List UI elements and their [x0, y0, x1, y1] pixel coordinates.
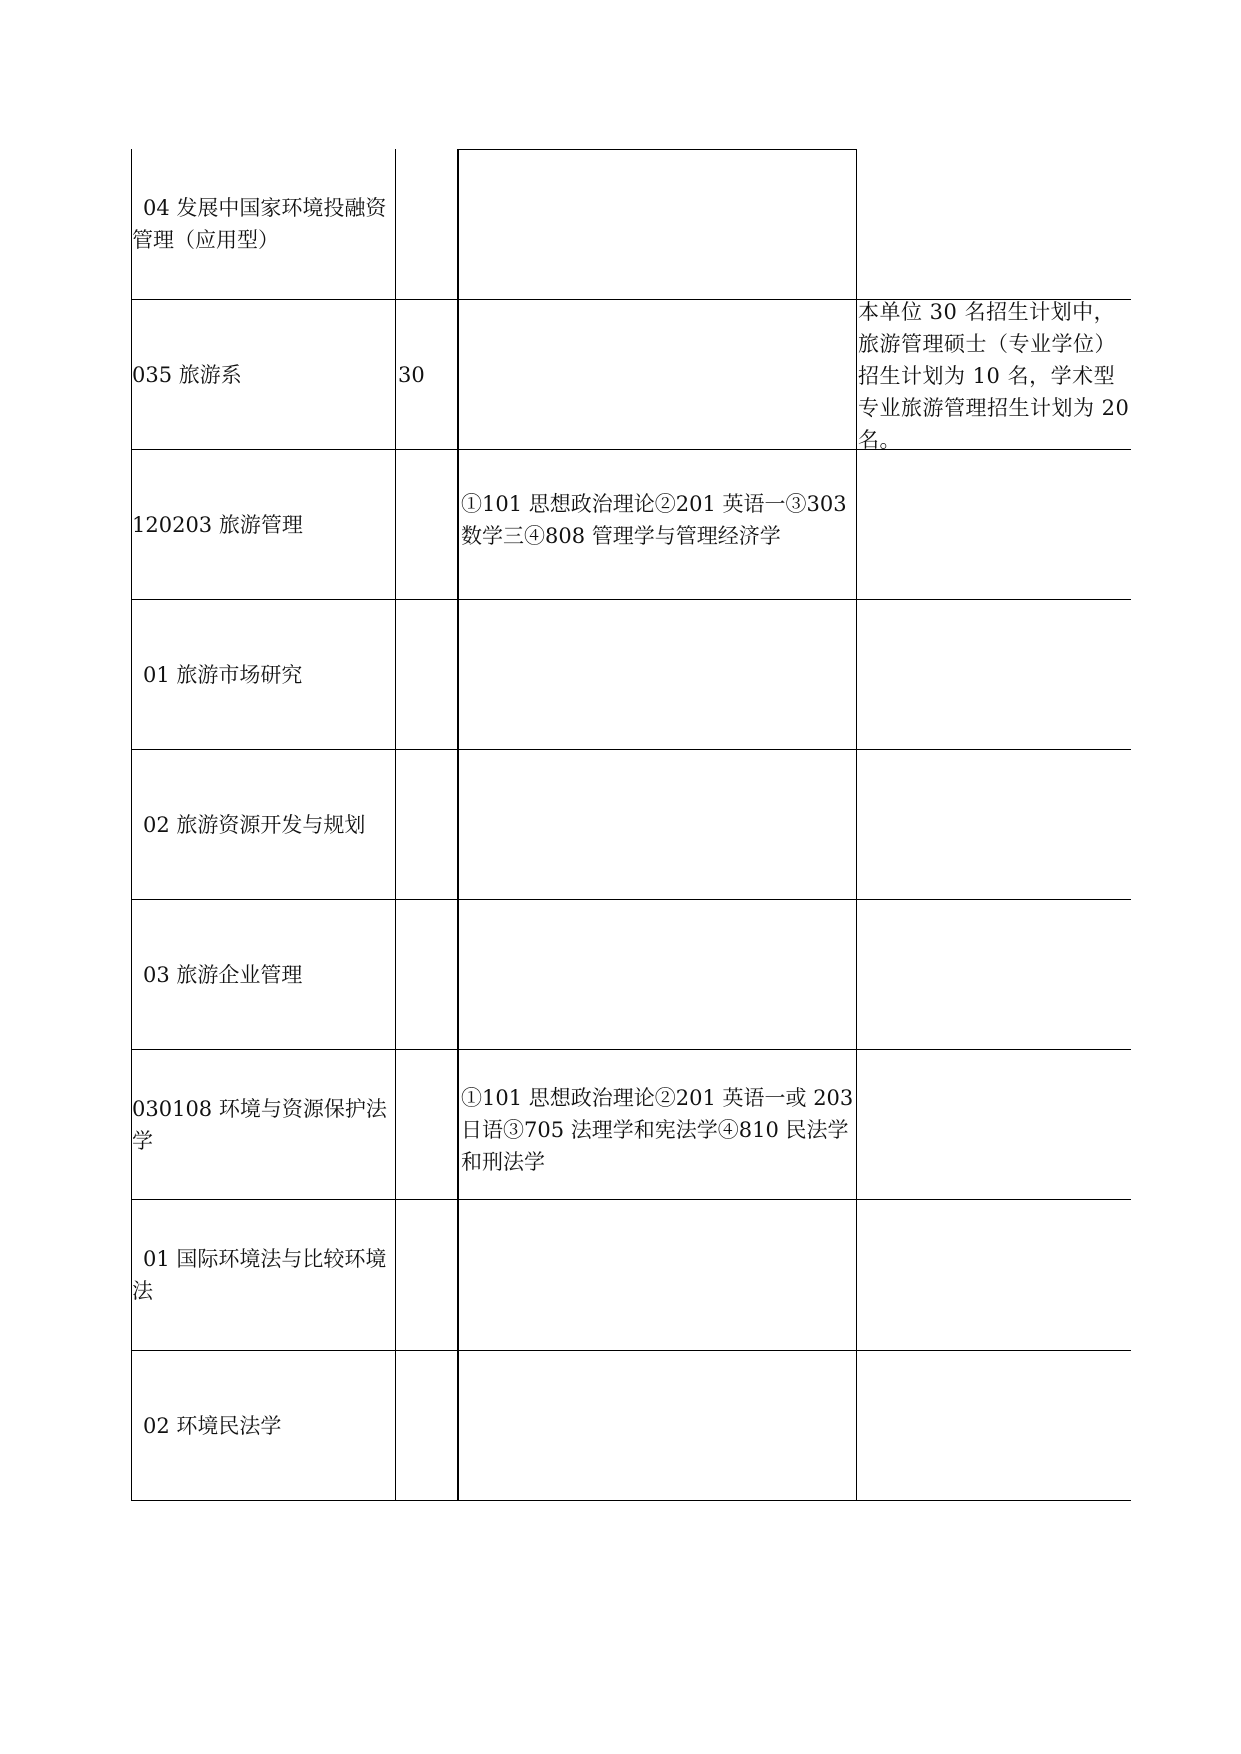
- exam-subjects-cell: [461, 149, 857, 299]
- quota-cell: [398, 750, 456, 900]
- direction-name-cell: [132, 1243, 386, 1307]
- admissions-table: [131, 149, 1137, 1502]
- major-name-cell: [132, 1093, 387, 1157]
- department-name: 035 旅游系: [132, 363, 242, 387]
- quota-cell: [398, 1351, 456, 1501]
- column-divider: [457, 149, 459, 1501]
- notes-cell: [858, 300, 1137, 452]
- exam-subjects-cell: [461, 600, 857, 750]
- table-row-department: [132, 300, 394, 450]
- direction-name: 03 旅游企业管理: [143, 963, 303, 987]
- table-row-direction: [132, 750, 394, 900]
- exam-subjects-text: ①101 思想政治理论②201 英语一③303 数学三④808 管理学与管理经济学: [461, 492, 854, 548]
- direction-name: 01 旅游市场研究: [143, 663, 303, 687]
- direction-name-line1: 01 国际环境法与比较环境: [143, 1247, 387, 1271]
- table-row-direction: [132, 1200, 394, 1350]
- major-name-line2: 管理（应用型）: [132, 228, 279, 252]
- major-name: 120203 旅游管理: [132, 513, 303, 537]
- direction-name: 02 环境民法学: [143, 1414, 282, 1438]
- notes-cell: [858, 450, 1134, 600]
- major-name-cell: [132, 192, 386, 256]
- quota-cell: [398, 900, 456, 1050]
- table-row-direction: [132, 900, 394, 1050]
- exam-subjects-cell: [461, 1200, 857, 1350]
- exam-subjects-cell: [461, 1050, 860, 1200]
- exam-subjects-cell: [461, 1351, 857, 1501]
- major-name-line1: 030108 环境与资源保护法: [132, 1097, 387, 1121]
- quota-cell: [398, 1200, 456, 1350]
- table-row-major: [132, 450, 394, 600]
- quota-cell: [398, 600, 456, 750]
- notes-cell: [858, 900, 1134, 1050]
- exam-subjects-cell: [461, 450, 857, 600]
- notes-cell: [858, 1200, 1134, 1350]
- note-text: 本单位 30 名招生计划中，旅游管理硕士（专业学位）招生计划为 10 名，学术型专业旅游管理招生计划为 20 名。: [858, 300, 1137, 452]
- table-row-department: [132, 149, 394, 299]
- notes-cell: [858, 1050, 1134, 1200]
- exam-subjects-cell: [461, 900, 857, 1050]
- major-name-line1: 04 发展中国家环境投融资: [143, 196, 387, 220]
- direction-name-line2: 法: [132, 1279, 153, 1303]
- quota-cell: [398, 149, 456, 299]
- quota-cell: [398, 1050, 456, 1200]
- direction-name: 02 旅游资源开发与规划: [143, 813, 366, 837]
- exam-subjects-cell: [461, 750, 857, 900]
- notes-cell: [858, 750, 1134, 900]
- exam-subjects-text: ①101 思想政治理论②201 英语一或 203 日语③705 法理学和宪法学④810 民法学和刑法学: [461, 1086, 860, 1174]
- quota-value: 30: [398, 363, 425, 387]
- table-row-direction: [132, 600, 394, 750]
- table-row-major: [132, 1050, 394, 1200]
- notes-cell: [858, 1351, 1134, 1501]
- quota-cell: [398, 450, 456, 600]
- notes-cell: [858, 149, 1134, 299]
- table-row-direction: [132, 1351, 394, 1501]
- major-name-line2: 学: [132, 1129, 153, 1153]
- quota-cell: [398, 300, 456, 450]
- exam-subjects-cell: [461, 300, 857, 450]
- notes-cell: [858, 600, 1134, 750]
- column-divider: [395, 149, 396, 1501]
